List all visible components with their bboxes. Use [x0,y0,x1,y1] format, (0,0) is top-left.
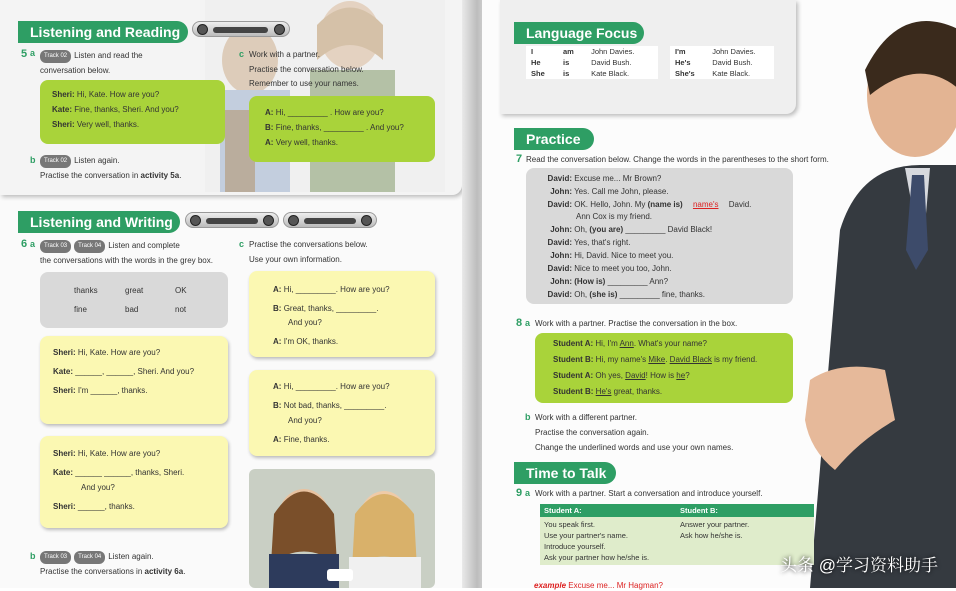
student-a-header: Student A: [540,504,676,517]
conversation-box-1 [40,336,228,424]
stop-icon[interactable] [274,24,285,35]
speaker: A: [265,108,274,117]
line-post: David. [726,200,752,209]
ex9a-instruction: Work with a partner. Start a conversation and introduce yourself. [535,489,763,498]
exercise-number: 6 [21,238,28,250]
conv-line [553,387,662,396]
exercise-letter: c [239,49,245,59]
speaker: A: [273,435,282,444]
ex5c-line: Remember to use your names. [249,79,359,88]
dialogue-line [526,251,673,260]
exercise-letter: a [30,48,36,58]
ex5b-text2-main: Practise the conversation in [40,171,139,180]
table-row [526,57,658,68]
table-cell: She's [675,69,695,78]
line-text: Hi, Kate. How are you? [77,348,161,357]
listening-reading-title: Listening and Reading [18,21,188,43]
play-icon[interactable] [190,215,201,226]
exercise-letter: b [30,155,36,165]
track-badge[interactable]: Track 02 [40,50,71,63]
speaker: David: [547,174,572,183]
speaker: Sheri: [53,348,76,357]
ex5c-line: Work with a partner. [249,50,320,59]
line-text: Fine, thanks, _________ . And you? [275,123,404,132]
audio-player-lr[interactable] [192,21,290,37]
line-text: Great, thanks, _________. [283,304,379,313]
speaker: Kate: [52,105,73,114]
audio-player-lw2[interactable] [283,212,377,228]
table-cell: David Bush. [591,58,632,67]
speaker: A: [273,285,282,294]
practice-line [273,382,390,391]
speaker: John: [550,277,572,286]
audio-player-lw1[interactable] [185,212,279,228]
speaker: Sheri: [53,386,76,395]
speaker: B: [273,401,282,410]
line-post: _________ fine, thanks. [617,290,705,299]
line-text: Very well, thanks. [275,138,338,147]
speaker: B: [273,304,282,313]
speaker: David: [547,264,572,273]
line-text: Ann Cox is my friend. [576,212,653,221]
table-cell: John Davies. [591,47,635,56]
play-icon[interactable] [288,215,299,226]
word: great [125,286,144,295]
line-text: ______, thanks. [77,502,135,511]
ex8-conversation-box [535,333,793,403]
dialogue-line [526,277,668,286]
table-row [526,68,658,79]
line-pre: Oh, [574,225,590,234]
speaker: Kate: [53,367,74,376]
table-cell: is [563,69,570,78]
table-cell: Kate Black. [712,69,751,78]
ex5b-activity: activity 5a [140,171,180,180]
ex5c-practice-box [249,96,435,162]
table-cell: is [563,58,570,67]
word: thanks [74,286,98,295]
line-pre: Hi, I'm [595,339,620,348]
role-line: Answer your partner. [680,520,750,529]
line-post: _________ Ann? [605,277,669,286]
left-page [0,0,476,588]
ex6a-text1: Listen and complete [108,241,180,250]
line-text: Fine, thanks, Sheri. And you? [74,105,179,114]
word-box [40,272,228,328]
table-row [670,57,774,68]
exercise-number: 7 [516,153,523,165]
exercise-number: 8 [516,317,523,329]
photo-businessman [800,0,956,588]
table-row [670,68,774,79]
ex6a-instruction [40,240,180,253]
stop-icon[interactable] [361,215,372,226]
speaker: Student A: [553,371,594,380]
line-pre: Oh yes, [595,371,626,380]
line-post: ? [685,371,690,380]
track-badge[interactable]: Track 02 [40,155,71,168]
line-text: And you? [288,416,322,425]
dialogue-line [53,449,160,458]
speaker: Sheri: [52,90,75,99]
progress-bar[interactable] [206,218,258,224]
progress-bar[interactable] [304,218,356,224]
speaker: A: [265,138,274,147]
exercise-number: 5 [21,48,28,60]
exercise-letter: a [30,239,36,249]
dialogue-line [81,483,115,492]
line-text: And you? [81,483,115,492]
speaker: John: [550,187,572,196]
practice-line [273,304,378,313]
right-page [482,0,956,588]
line-text: Hi, _________ . How are you? [275,108,384,117]
progress-bar[interactable] [213,27,268,33]
underlined-word: Ann [619,339,634,348]
practice-line [265,108,384,117]
practice-box-2 [249,370,435,456]
speaker: Sheri: [52,120,75,129]
track-badge[interactable]: Track 04 [74,240,105,253]
conv-line [553,371,690,380]
exercise-letter: a [525,318,531,328]
word: not [175,305,187,314]
line-text: Hi, _________. How are you? [283,285,390,294]
track-badge[interactable]: Track 03 [40,240,71,253]
dialogue-line [576,212,652,221]
dialogue-line [52,105,179,114]
table-cell: He's [675,58,691,67]
role-line: Use your partner's name. [544,531,628,540]
line-text: Hi, _________. How are you? [283,382,390,391]
practice-box-1 [249,271,435,357]
full-form-table [526,46,658,79]
dialogue-line [53,386,147,395]
speaker: A: [273,382,282,391]
language-focus-title: Language Focus [514,22,644,44]
line-bold: (name is) [647,200,683,209]
speaker: A: [273,337,282,346]
ex7-instruction: Read the conversation below. Change the words in the parentheses to the short form. [526,155,829,164]
ex5a-text1: Listen and read the [74,51,143,60]
ex6a-text2: the conversations with the words in the grey box. [40,256,213,265]
practice-line [273,401,386,410]
ex6b-text2-main: Practise the conversations in [40,567,143,576]
line-mid: ! How is [645,371,677,380]
table-cell: I'm [675,47,686,56]
practice-line [288,318,322,327]
example-line [534,580,663,591]
exercise-letter: a [525,488,531,498]
line-text: I'm ______, thanks. [77,386,148,395]
word: fine [74,305,87,314]
line-text: Excuse me... Mr Brown? [574,174,662,183]
practice-line [265,138,338,147]
conv-line [553,339,707,348]
table-cell: I [531,47,534,56]
speaker: Sheri: [53,502,76,511]
line-text: Yes, that's right. [574,238,631,247]
role-line: You speak first. [544,520,596,529]
businessman-illustration [800,0,956,588]
dialogue-line [52,90,159,99]
ex6b-text1: Listen again. [108,552,154,561]
line-text: Hi, David. Nice to meet you. [574,251,674,260]
table-row [670,46,774,57]
table-cell: Kate Black. [591,69,630,78]
ex8b-line: Work with a different partner. [535,413,637,422]
practice-line [273,337,338,346]
women-illustration [249,469,435,588]
watermark: 头条 @学习资料助手 [780,556,938,575]
role-line: Ask your partner how he/she is. [544,553,650,562]
line-pre: Hi, my name's [595,355,649,364]
line-text: Hi, Kate. How are you? [76,90,160,99]
table-cell: She [531,69,545,78]
table-header-row [540,504,814,517]
dialogue-line [526,264,672,273]
dialogue-line [526,187,669,196]
dialogue-line [53,348,160,357]
line-post: _________ David Black! [623,225,713,234]
underlined-word: he [676,371,686,380]
exercise-letter: b [525,412,531,422]
line-text: And you? [288,318,322,327]
ex5a-text2: conversation below. [40,66,111,75]
stop-icon[interactable] [263,215,274,226]
ex8b-line: Change the underlined words and use your own names. [535,443,734,452]
ex8a-instruction: Work with a partner. Practise the conversation in the box. [535,319,738,328]
ex5b-text1: Listen again. [74,156,120,165]
underlined-word: He's [595,387,612,396]
speaker: David: [547,290,572,299]
student-b-header: Student B: [676,504,814,517]
time-to-talk-title: Time to Talk [514,462,616,484]
line-post: great, thanks. [611,387,663,396]
practice-line [288,416,322,425]
ex6b-instruction [40,551,154,564]
line-text: ______, ______, Sheri. And you? [75,367,195,376]
conversation-box-2 [40,436,228,528]
table-row [540,517,814,565]
dialogue-line [526,200,751,209]
line-text: I'm OK, thanks. [283,337,339,346]
ex5a-instruction [40,50,143,63]
student-a-cell [540,517,676,565]
line-text: Not bad, thanks, _________. [283,401,387,410]
ex6c-text1: Practise the conversations below. [249,240,368,249]
speaker: Student B: [553,387,594,396]
dialogue-line [53,367,194,376]
ex6b-activity: activity 6a [144,567,184,576]
answer-blank[interactable]: name's [692,200,719,209]
dialogue-line [526,238,630,247]
table-cell: David Bush. [712,58,753,67]
practice-line [265,123,404,132]
ex7-dialogue-box [526,168,793,304]
line-bold: (you are) [589,225,624,234]
track-badge[interactable]: Track 03 [40,551,71,564]
exercise-letter: b [30,551,36,561]
underlined-word: Mike [648,355,666,364]
ex5b-text2: Practise the conversation in activity 5a. [40,171,182,180]
speaker: Student B: [553,355,594,364]
line-mid: . [665,355,670,364]
role-table [540,504,814,565]
line-pre: OK. Hello, John. My [574,200,648,209]
track-badge[interactable]: Track 04 [74,551,105,564]
ex6c-text2: Use your own information. [249,255,342,264]
line-text: Hi, Kate. How are you? [77,449,161,458]
ex6b-text2: Practise the conversations in activity 6a. [40,567,186,576]
line-post: . What's your name? [633,339,707,348]
practice-line [273,285,390,294]
ex5a-dialogue-box [40,80,225,144]
example-label: example [534,581,567,590]
speaker: John: [550,251,572,260]
table-cell: am [563,47,574,56]
table-row [526,46,658,57]
exercise-letter: c [239,239,245,249]
short-form-table [670,46,774,79]
listening-writing-title: Listening and Writing [18,211,180,233]
dialogue-line [526,290,705,299]
dialogue-line [52,120,139,129]
speaker: David: [547,238,572,247]
role-line: Introduce yourself. [544,542,606,551]
play-icon[interactable] [197,24,208,35]
dialogue-line [53,502,135,511]
dialogue-line [526,225,712,234]
dialogue-line [526,174,661,183]
line-text: Yes. Call me John, please. [574,187,669,196]
line-text: Fine, thanks. [283,435,330,444]
exercise-number: 9 [516,487,523,499]
word: bad [125,305,139,314]
line-pre: Oh, [574,290,590,299]
line-bold: (How is) [574,277,606,286]
underlined-word: David [625,371,646,380]
line-post: is my friend. [711,355,758,364]
ex5b-instruction [40,155,120,168]
speaker: John: [550,225,572,234]
ex5c-line: Practise the conversation below. [249,65,364,74]
example-text: Excuse me... Mr Hagman? [568,581,663,590]
underlined-word: David Black [669,355,712,364]
table-cell: John Davies. [712,47,756,56]
line-text: ______ ______, thanks, Sheri. [75,468,185,477]
speaker: Student A: [553,339,594,348]
word: OK [175,286,187,295]
line-text: Very well, thanks. [76,120,140,129]
line-text: Nice to meet you too, John. [574,264,672,273]
role-line: Ask how he/she is. [680,531,743,540]
speaker: B: [265,123,274,132]
photo-two-women [249,469,435,588]
speaker: Kate: [53,468,74,477]
practice-line [273,435,330,444]
conv-line [553,355,757,364]
speaker: David: [547,200,572,209]
ex8b-line: Practise the conversation again. [535,428,649,437]
table-cell: He [531,58,541,67]
dialogue-line [53,468,184,477]
practice-title: Practice [514,128,594,150]
line-bold: (she is) [589,290,618,299]
speaker: Sheri: [53,449,76,458]
